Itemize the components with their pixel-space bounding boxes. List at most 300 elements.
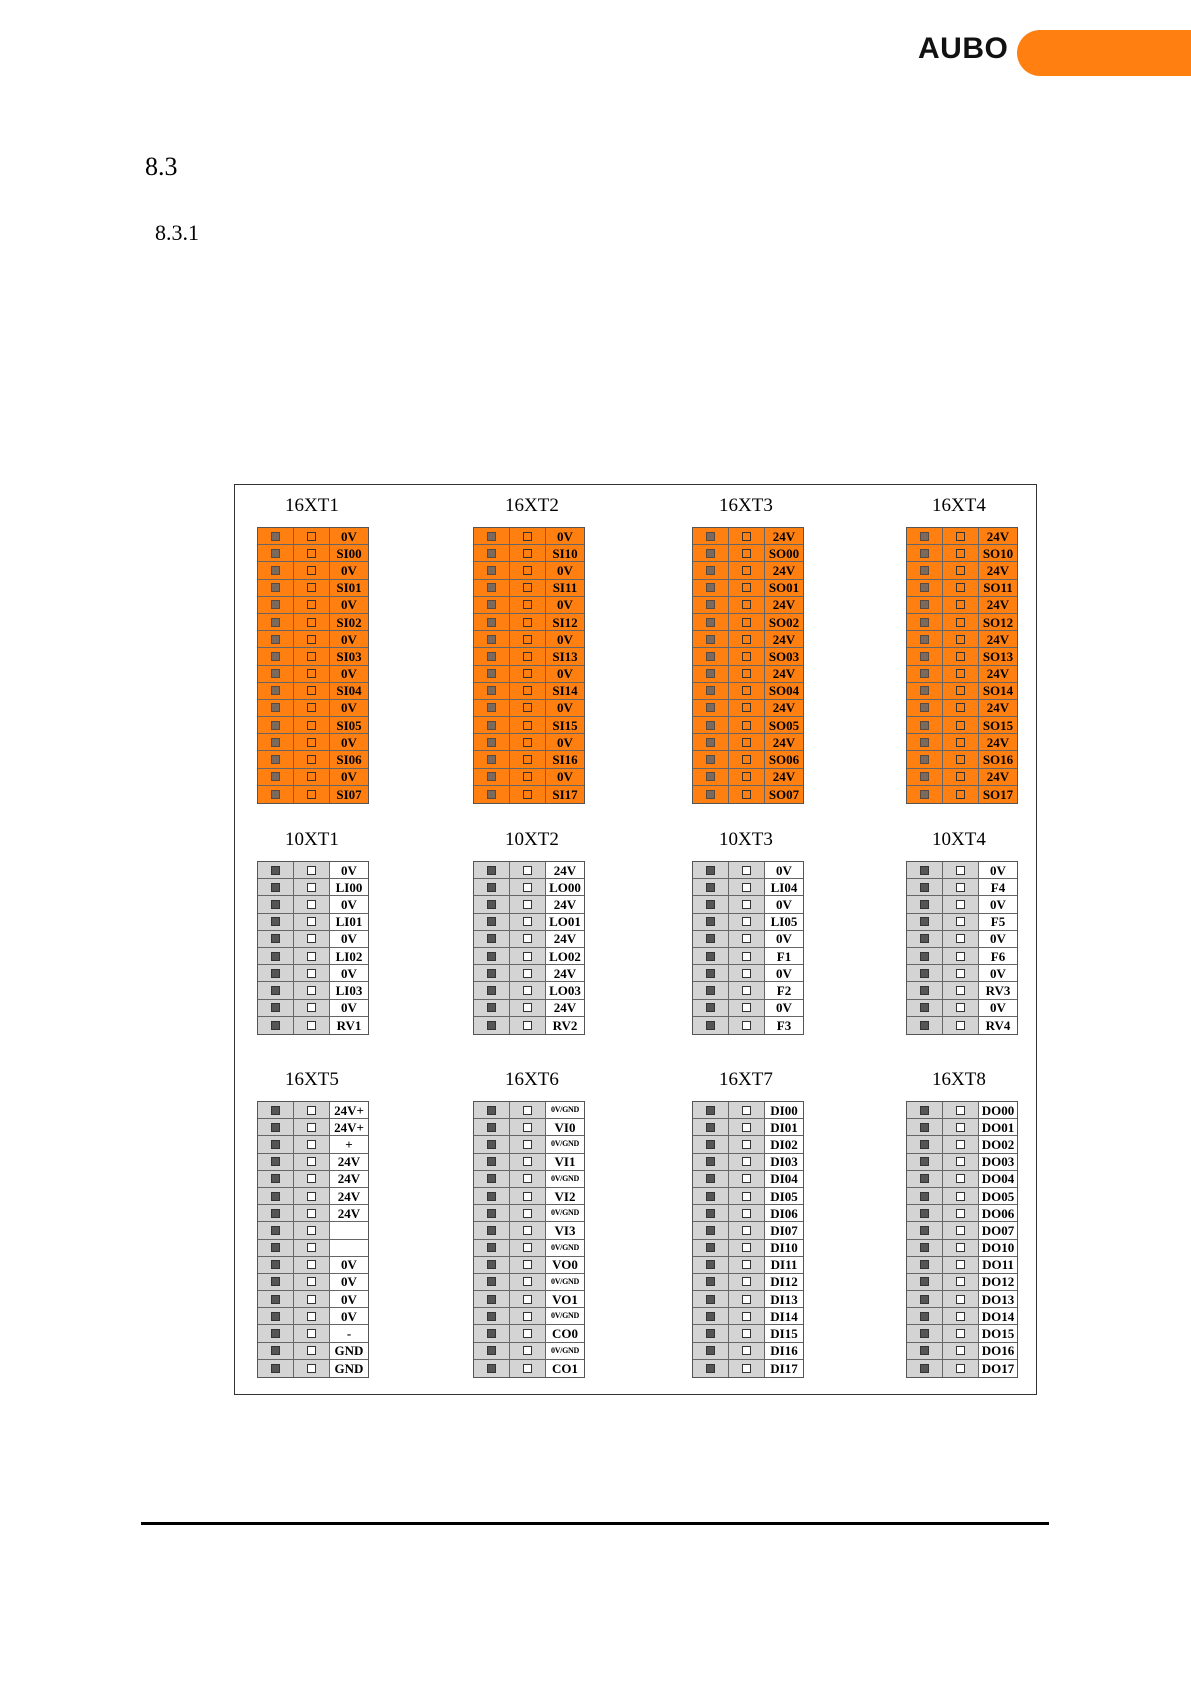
terminal-row (474, 1291, 584, 1308)
terminal-screw-cell (294, 1274, 330, 1290)
terminal-pin-cell (693, 717, 729, 733)
terminal-signal-label: 0V (330, 896, 368, 912)
screw-open-square-icon (523, 1226, 532, 1235)
terminal-signal-label: DO03 (979, 1154, 1017, 1170)
terminal-pin-cell (907, 786, 943, 803)
terminal-screw-cell (943, 1154, 979, 1170)
terminal-signal-label: 24V (772, 562, 796, 578)
screw-open-square-icon (742, 1243, 751, 1252)
screw-open-square-icon (523, 549, 532, 558)
screw-open-square-icon (956, 1226, 965, 1235)
terminal-strip (473, 1101, 585, 1378)
screw-open-square-icon (307, 934, 316, 943)
block-title: 16XT3 (719, 495, 773, 516)
terminal-row (474, 896, 584, 913)
terminal-row (907, 700, 1017, 717)
terminal-signal-label: 0V/GND (546, 1274, 584, 1290)
terminal-pin-cell (474, 545, 510, 561)
pin-filled-square-icon (920, 686, 929, 695)
terminal-signal-label: 0V (341, 769, 357, 785)
screw-open-square-icon (956, 934, 965, 943)
terminal-row (474, 931, 584, 948)
terminal-pin-cell (258, 965, 294, 981)
pin-filled-square-icon (706, 790, 715, 799)
pin-filled-square-icon (920, 934, 929, 943)
terminal-screw-cell (943, 528, 979, 544)
screw-open-square-icon (523, 1174, 532, 1183)
pin-filled-square-icon (920, 1140, 929, 1149)
terminal-screw-cell (729, 545, 765, 561)
screw-open-square-icon (307, 1260, 316, 1269)
screw-open-square-icon (523, 883, 532, 892)
terminal-row (693, 700, 803, 717)
pin-filled-square-icon (271, 790, 280, 799)
terminal-signal-label: 0V (765, 1000, 803, 1016)
screw-open-square-icon (307, 566, 316, 575)
terminal-screw-cell (729, 982, 765, 998)
terminal-screw-cell (729, 1360, 765, 1377)
screw-open-square-icon (523, 1295, 532, 1304)
screw-open-square-icon (523, 652, 532, 661)
terminal-screw-cell (729, 862, 765, 878)
terminal-screw-cell (729, 1102, 765, 1118)
terminal-row (474, 1325, 584, 1342)
terminal-screw-cell (510, 1291, 546, 1307)
terminal-row (258, 879, 368, 896)
terminal-signal-label: DO15 (979, 1325, 1017, 1341)
terminal-signal-label: DI13 (765, 1291, 803, 1307)
terminal-signal-label: DO14 (979, 1308, 1017, 1324)
terminal-screw-cell (294, 562, 330, 578)
terminal-pin-cell (258, 948, 294, 964)
pin-filled-square-icon (706, 686, 715, 695)
terminal-row (258, 580, 368, 597)
terminal-signal-label: SO13 (982, 648, 1014, 664)
terminal-signal-label: DI03 (765, 1154, 803, 1170)
terminal-signal-label: 24V (330, 1171, 368, 1187)
terminal-row (907, 1343, 1017, 1360)
terminal-signal-label: DI11 (765, 1257, 803, 1273)
terminal-signal-label: SI02 (336, 614, 362, 630)
terminal-screw-cell (943, 562, 979, 578)
terminal-screw-cell (510, 1308, 546, 1324)
terminal-pin-cell (907, 1188, 943, 1204)
screw-open-square-icon (956, 917, 965, 926)
terminal-screw-cell (729, 648, 765, 664)
terminal-pin-cell (693, 700, 729, 716)
terminal-screw-cell (510, 1017, 546, 1034)
terminal-signal-label: SO16 (982, 752, 1014, 768)
terminal-pin-cell (693, 1171, 729, 1187)
terminal-row (474, 1308, 584, 1325)
terminal-screw-cell (510, 751, 546, 767)
terminal-pin-cell (693, 1119, 729, 1135)
pin-filled-square-icon (920, 1329, 929, 1338)
pin-filled-square-icon (271, 703, 280, 712)
terminal-row (258, 862, 368, 879)
footer-rule (141, 1522, 1049, 1525)
pin-filled-square-icon (706, 618, 715, 627)
terminal-signal-label: 0V (557, 666, 573, 682)
pin-filled-square-icon (706, 635, 715, 644)
screw-open-square-icon (956, 652, 965, 661)
pin-filled-square-icon (271, 1329, 280, 1338)
terminal-screw-cell (729, 580, 765, 596)
screw-open-square-icon (307, 900, 316, 909)
screw-open-square-icon (742, 1021, 751, 1030)
pin-filled-square-icon (920, 669, 929, 678)
terminal-row (693, 982, 803, 999)
terminal-row (693, 1017, 803, 1034)
block-title: 16XT6 (505, 1069, 559, 1090)
terminal-screw-cell (510, 931, 546, 947)
terminal-strip (692, 861, 804, 1035)
terminal-signal-label: SI12 (552, 614, 578, 630)
screw-open-square-icon (523, 618, 532, 627)
terminal-pin-cell (907, 1205, 943, 1221)
terminal-pin-cell (474, 528, 510, 544)
terminal-row (474, 1000, 584, 1017)
terminal-row (693, 879, 803, 896)
pin-filled-square-icon (706, 1364, 715, 1373)
terminal-row (907, 948, 1017, 965)
screw-open-square-icon (523, 755, 532, 764)
terminal-strip (692, 1101, 804, 1378)
terminal-screw-cell (294, 965, 330, 981)
terminal-screw-cell (294, 1171, 330, 1187)
pin-filled-square-icon (271, 1260, 280, 1269)
terminal-row (907, 879, 1017, 896)
screw-open-square-icon (307, 1106, 316, 1115)
screw-open-square-icon (956, 600, 965, 609)
terminal-screw-cell (294, 666, 330, 682)
terminal-signal-label: 0V (341, 528, 357, 544)
pin-filled-square-icon (920, 866, 929, 875)
pin-filled-square-icon (271, 755, 280, 764)
terminal-row (258, 1308, 368, 1325)
terminal-pin-cell (907, 948, 943, 964)
terminal-signal-label: GND (330, 1360, 368, 1377)
terminal-screw-cell (294, 1291, 330, 1307)
terminal-screw-cell (294, 717, 330, 733)
screw-open-square-icon (307, 686, 316, 695)
terminal-row (258, 1102, 368, 1119)
terminal-signal-label: DI10 (765, 1240, 803, 1256)
terminal-row (474, 1343, 584, 1360)
terminal-row (258, 1325, 368, 1342)
terminal-row (693, 614, 803, 631)
pin-filled-square-icon (706, 1192, 715, 1201)
terminal-signal-label: 0V (979, 896, 1017, 912)
terminal-pin-cell (474, 862, 510, 878)
screw-open-square-icon (956, 566, 965, 575)
terminal-row (474, 700, 584, 717)
terminal-pin-cell (907, 1222, 943, 1238)
pin-filled-square-icon (487, 635, 496, 644)
screw-open-square-icon (307, 1312, 316, 1321)
pin-filled-square-icon (487, 1123, 496, 1132)
screw-open-square-icon (523, 1021, 532, 1030)
pin-filled-square-icon (920, 549, 929, 558)
terminal-screw-cell (729, 700, 765, 716)
terminal-row (258, 528, 368, 545)
terminal-signal-label: VI0 (546, 1119, 584, 1135)
terminal-row (474, 1136, 584, 1153)
screw-open-square-icon (956, 1277, 965, 1286)
pin-filled-square-icon (920, 790, 929, 799)
pin-filled-square-icon (706, 549, 715, 558)
pin-filled-square-icon (706, 738, 715, 747)
terminal-pin-cell (693, 1274, 729, 1290)
pin-filled-square-icon (271, 1364, 280, 1373)
terminal-signal-label: 24V (330, 1188, 368, 1204)
pin-filled-square-icon (706, 652, 715, 661)
terminal-screw-cell (729, 1205, 765, 1221)
terminal-screw-cell (943, 631, 979, 647)
screw-open-square-icon (307, 917, 316, 926)
screw-open-square-icon (956, 1174, 965, 1183)
terminal-row (258, 1222, 368, 1239)
screw-open-square-icon (307, 1243, 316, 1252)
terminal-row (693, 786, 803, 803)
terminal-screw-cell (294, 948, 330, 964)
terminal-pin-cell (258, 914, 294, 930)
terminal-signal-label: 0V (765, 896, 803, 912)
terminal-pin-cell (907, 1171, 943, 1187)
pin-filled-square-icon (271, 1192, 280, 1201)
terminal-signal-label: 0V/GND (546, 1102, 584, 1118)
terminal-pin-cell (907, 769, 943, 785)
terminal-row (258, 982, 368, 999)
terminal-pin-cell (258, 1102, 294, 1118)
terminal-row (907, 1119, 1017, 1136)
terminal-signal-label: 0V/GND (546, 1205, 584, 1221)
terminal-pin-cell (907, 1136, 943, 1152)
terminal-signal-label: RV4 (979, 1017, 1017, 1034)
screw-open-square-icon (956, 618, 965, 627)
terminal-signal-label: 24V (986, 734, 1010, 750)
pin-filled-square-icon (920, 1192, 929, 1201)
terminal-pin-cell (474, 914, 510, 930)
screw-open-square-icon (956, 1021, 965, 1030)
terminal-signal-label: DO02 (979, 1136, 1017, 1152)
terminal-screw-cell (943, 1291, 979, 1307)
terminal-pin-cell (907, 862, 943, 878)
terminal-pin-cell (474, 931, 510, 947)
terminal-strip (257, 1101, 369, 1378)
terminal-pin-cell (258, 1291, 294, 1307)
terminal-layout-diagram (234, 484, 1037, 1395)
terminal-screw-cell (729, 631, 765, 647)
screw-open-square-icon (523, 969, 532, 978)
terminal-screw-cell (510, 631, 546, 647)
terminal-pin-cell (693, 545, 729, 561)
screw-open-square-icon (742, 669, 751, 678)
screw-open-square-icon (523, 1260, 532, 1269)
terminal-signal-label: VO0 (546, 1257, 584, 1273)
terminal-signal-label: LO01 (546, 914, 584, 930)
terminal-screw-cell (729, 1017, 765, 1034)
screw-open-square-icon (742, 635, 751, 644)
pin-filled-square-icon (706, 900, 715, 909)
terminal-pin-cell (907, 1154, 943, 1170)
terminal-pin-cell (474, 1343, 510, 1359)
pin-filled-square-icon (487, 1329, 496, 1338)
terminal-row (258, 931, 368, 948)
block-title: 10XT1 (285, 829, 339, 850)
terminal-signal-label: SO07 (768, 786, 800, 802)
terminal-row (907, 1102, 1017, 1119)
subsection-heading: 8.3.1 (155, 220, 199, 245)
screw-open-square-icon (956, 1312, 965, 1321)
terminal-pin-cell (258, 1274, 294, 1290)
terminal-screw-cell (294, 862, 330, 878)
terminal-row (474, 1240, 584, 1257)
pin-filled-square-icon (487, 1003, 496, 1012)
terminal-strip (257, 527, 369, 804)
terminal-row (474, 1017, 584, 1034)
screw-open-square-icon (307, 721, 316, 730)
terminal-screw-cell (729, 1240, 765, 1256)
terminal-screw-cell (943, 1119, 979, 1135)
terminal-signal-label: 24V (772, 769, 796, 785)
terminal-row (907, 751, 1017, 768)
pin-filled-square-icon (706, 1140, 715, 1149)
pin-filled-square-icon (487, 755, 496, 764)
terminal-pin-cell (907, 1291, 943, 1307)
terminal-signal-label: RV2 (546, 1017, 584, 1034)
screw-open-square-icon (742, 900, 751, 909)
terminal-pin-cell (693, 1325, 729, 1341)
pin-filled-square-icon (706, 1226, 715, 1235)
terminal-screw-cell (943, 862, 979, 878)
terminal-row (474, 862, 584, 879)
terminal-row (474, 1154, 584, 1171)
terminal-signal-label: 0V (341, 666, 357, 682)
screw-open-square-icon (307, 635, 316, 644)
pin-filled-square-icon (706, 952, 715, 961)
terminal-pin-cell (474, 1360, 510, 1377)
terminal-pin-cell (474, 1291, 510, 1307)
screw-open-square-icon (956, 1003, 965, 1012)
terminal-row (258, 562, 368, 579)
screw-open-square-icon (307, 1123, 316, 1132)
screw-open-square-icon (742, 1329, 751, 1338)
terminal-screw-cell (943, 896, 979, 912)
screw-open-square-icon (523, 635, 532, 644)
terminal-screw-cell (294, 1136, 330, 1152)
screw-open-square-icon (523, 669, 532, 678)
terminal-screw-cell (943, 965, 979, 981)
terminal-signal-label: SO12 (982, 614, 1014, 630)
terminal-pin-cell (693, 879, 729, 895)
terminal-signal-label: LI02 (330, 948, 368, 964)
terminal-pin-cell (907, 1017, 943, 1034)
terminal-row (693, 580, 803, 597)
pin-filled-square-icon (487, 900, 496, 909)
screw-open-square-icon (523, 721, 532, 730)
screw-open-square-icon (523, 600, 532, 609)
terminal-signal-label: SO04 (768, 683, 800, 699)
terminal-pin-cell (474, 1240, 510, 1256)
terminal-pin-cell (258, 769, 294, 785)
terminal-pin-cell (474, 1188, 510, 1204)
terminal-screw-cell (510, 1154, 546, 1170)
terminal-signal-label: 0V (341, 597, 357, 613)
terminal-pin-cell (907, 751, 943, 767)
pin-filled-square-icon (271, 900, 280, 909)
terminal-signal-label: 0V (341, 631, 357, 647)
screw-open-square-icon (523, 1106, 532, 1115)
terminal-pin-cell (693, 562, 729, 578)
terminal-row (907, 1171, 1017, 1188)
terminal-signal-label: SI15 (552, 717, 578, 733)
terminal-screw-cell (294, 1343, 330, 1359)
screw-open-square-icon (956, 772, 965, 781)
terminal-row (474, 982, 584, 999)
terminal-pin-cell (258, 1308, 294, 1324)
terminal-pin-cell (693, 1257, 729, 1273)
terminal-pin-cell (474, 717, 510, 733)
terminal-row (907, 683, 1017, 700)
terminal-row (907, 914, 1017, 931)
terminal-row (907, 648, 1017, 665)
terminal-row (693, 1308, 803, 1325)
terminal-pin-cell (693, 1291, 729, 1307)
terminal-row (474, 631, 584, 648)
terminal-signal-label: SI11 (552, 580, 578, 596)
terminal-row (907, 1308, 1017, 1325)
terminal-pin-cell (907, 1119, 943, 1135)
terminal-pin-cell (474, 769, 510, 785)
terminal-screw-cell (729, 948, 765, 964)
terminal-signal-label: 24V (772, 700, 796, 716)
pin-filled-square-icon (920, 566, 929, 575)
terminal-signal-label: 0V (765, 965, 803, 981)
terminal-row (258, 769, 368, 786)
terminal-signal-label: DO04 (979, 1171, 1017, 1187)
terminal-signal-label: SO17 (982, 786, 1014, 802)
terminal-screw-cell (510, 948, 546, 964)
screw-open-square-icon (742, 790, 751, 799)
terminal-signal-label: SO03 (768, 648, 800, 664)
terminal-row (907, 965, 1017, 982)
terminal-pin-cell (258, 1119, 294, 1135)
terminal-screw-cell (294, 751, 330, 767)
screw-open-square-icon (523, 917, 532, 926)
pin-filled-square-icon (487, 1364, 496, 1373)
terminal-pin-cell (474, 683, 510, 699)
terminal-signal-label: DO10 (979, 1240, 1017, 1256)
pin-filled-square-icon (487, 1312, 496, 1321)
terminal-pin-cell (258, 614, 294, 630)
terminal-signal-label: SO06 (768, 752, 800, 768)
pin-filled-square-icon (706, 772, 715, 781)
pin-filled-square-icon (920, 986, 929, 995)
screw-open-square-icon (523, 703, 532, 712)
terminal-row (474, 948, 584, 965)
terminal-signal-label: CO0 (546, 1325, 584, 1341)
terminal-row (693, 896, 803, 913)
terminal-screw-cell (943, 786, 979, 803)
block-title: 16XT2 (505, 495, 559, 516)
terminal-pin-cell (693, 786, 729, 803)
terminal-signal-label: SI16 (552, 752, 578, 768)
terminal-pin-cell (693, 631, 729, 647)
terminal-signal-label: 0V (557, 734, 573, 750)
terminal-pin-cell (258, 896, 294, 912)
terminal-row (907, 1136, 1017, 1153)
